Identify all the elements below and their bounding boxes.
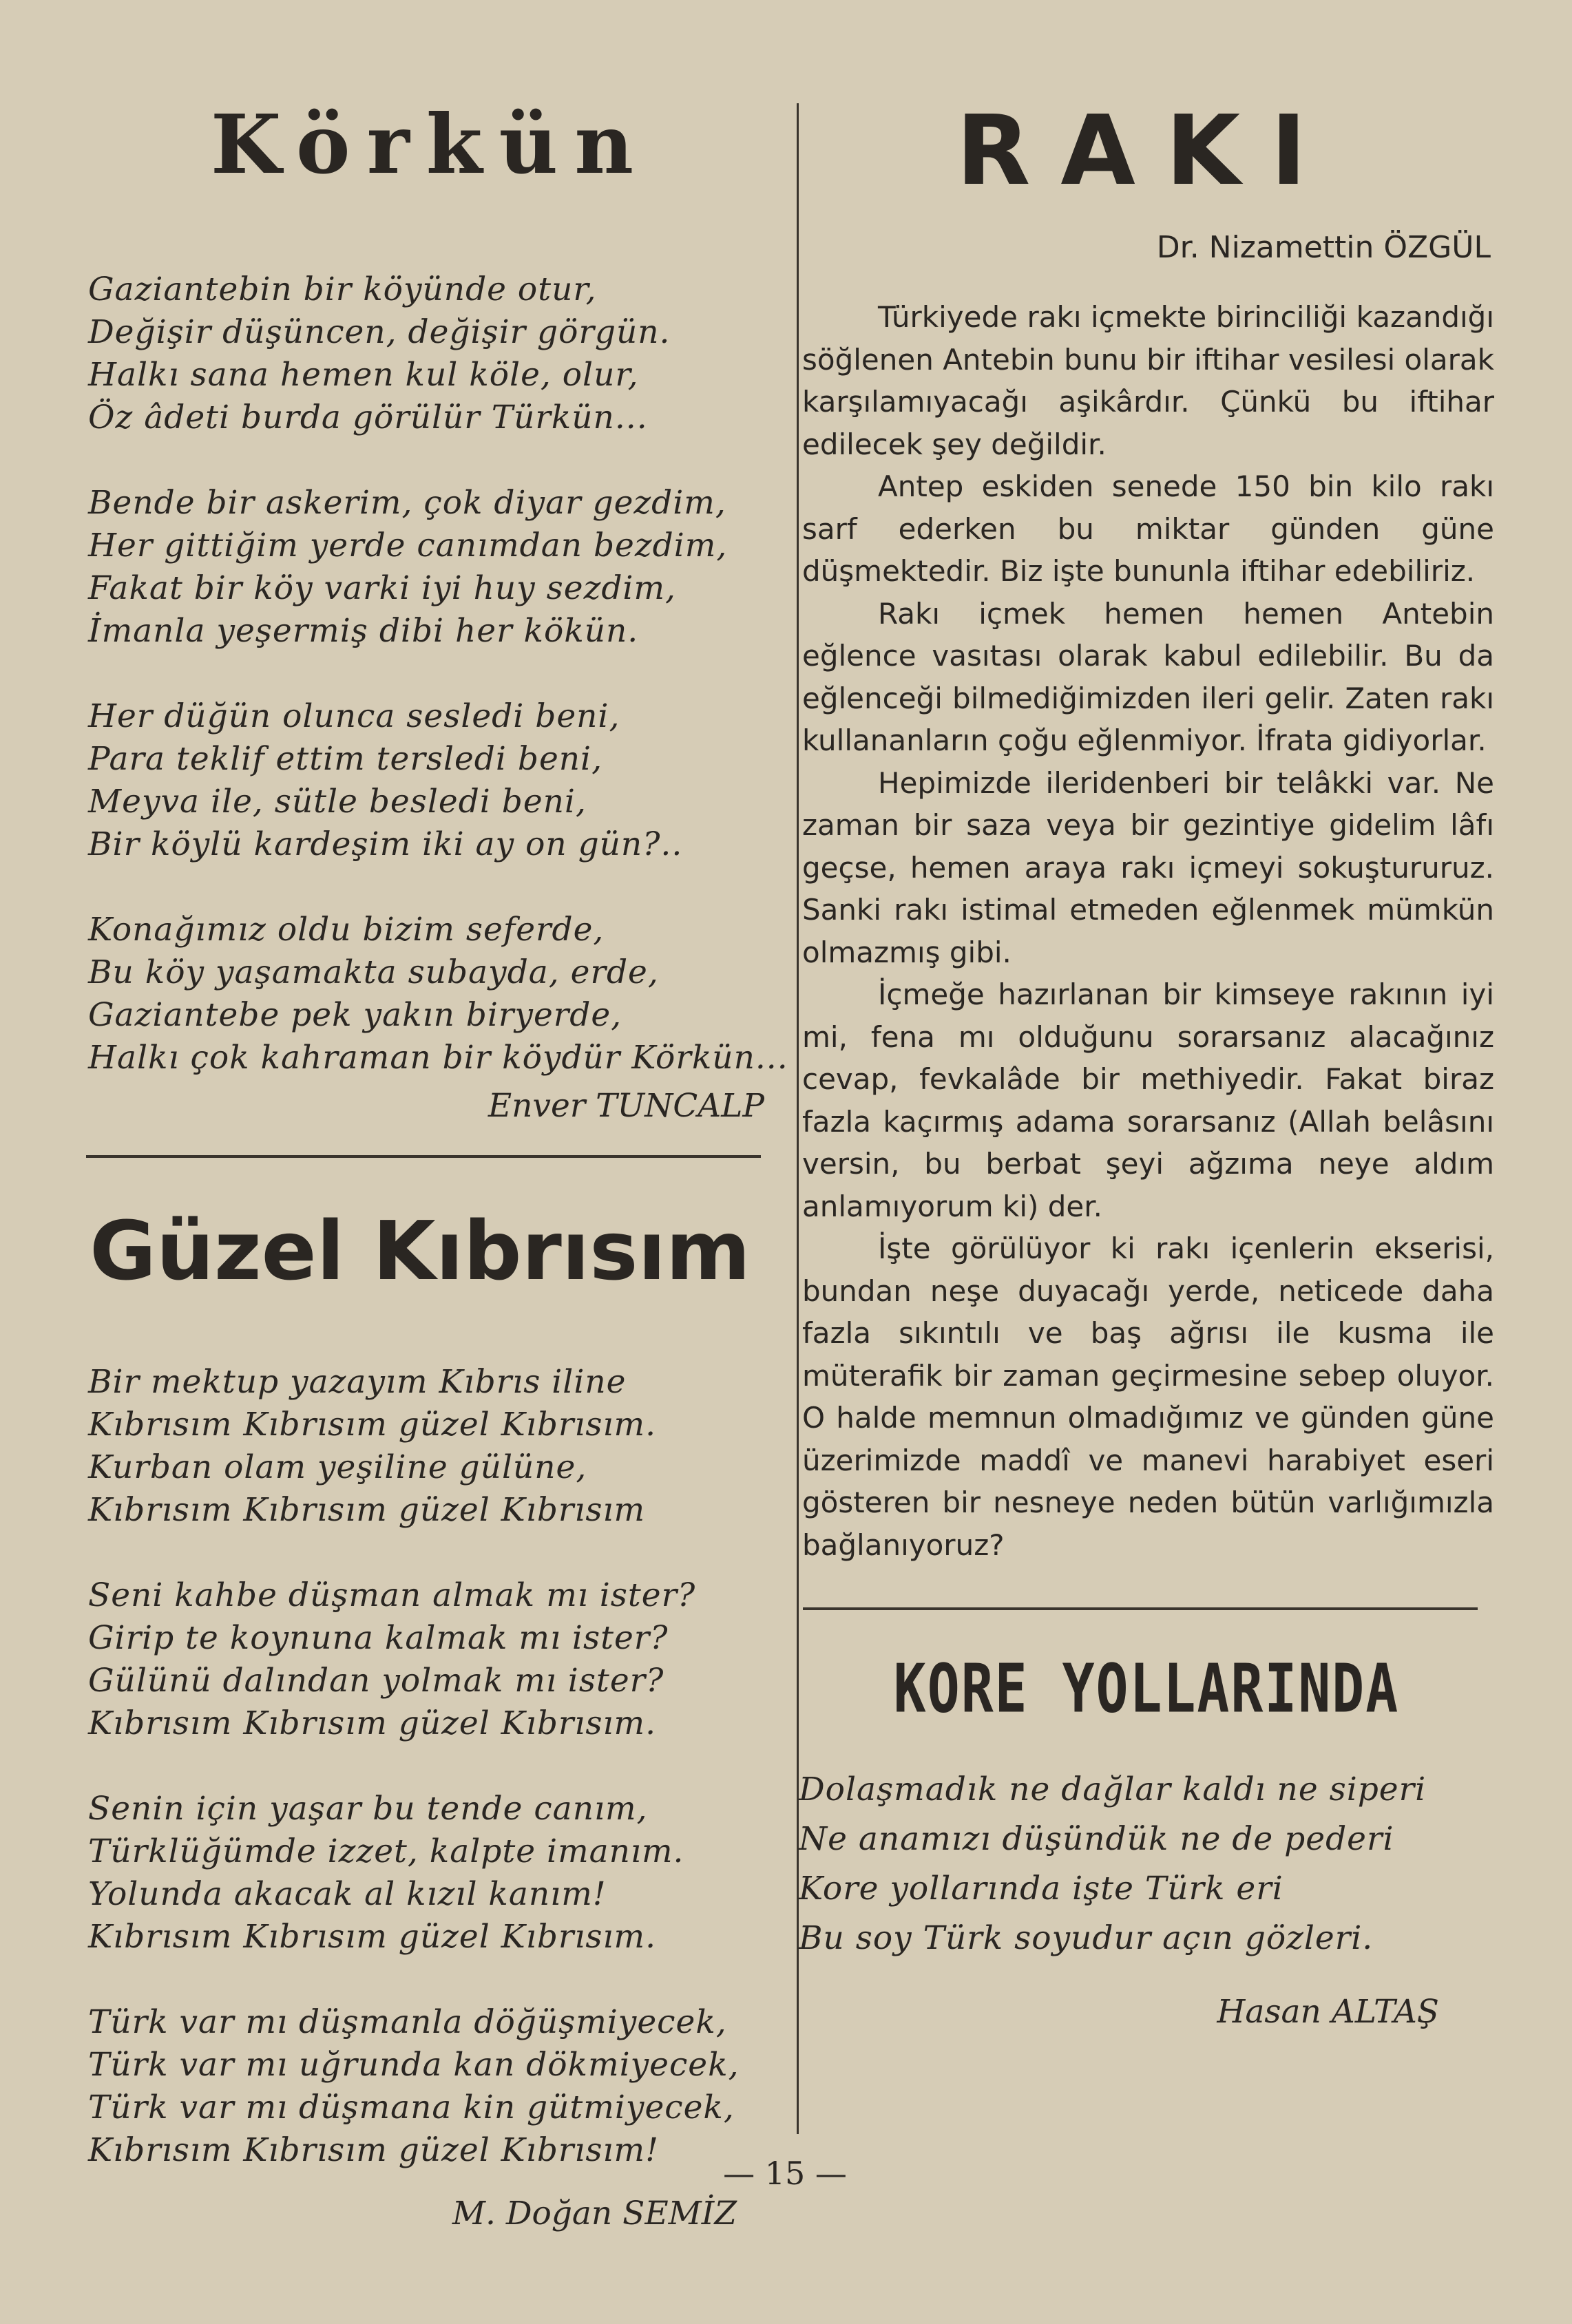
poem-line: Türk var mı uğrunda kan dökmiyecek, xyxy=(88,2046,740,2084)
right-column xyxy=(799,96,1494,2034)
stanza xyxy=(88,1361,764,1532)
poem-line: Her düğün olunca sesledi beni, xyxy=(88,697,620,735)
poem-line: İmanla yeşermiş dibi her kökün. xyxy=(88,612,639,650)
poem-author: Hasan ALTAŞ xyxy=(1217,1993,1439,2031)
poem-korkun xyxy=(88,268,788,1128)
poem-line: Kıbrısım Kıbrısım güzel Kıbrısım. xyxy=(88,1918,657,1956)
poem-guzel-kibrisim xyxy=(88,1361,764,2235)
poem-line: Kıbrısım Kıbrısım güzel Kıbrısım xyxy=(88,1491,646,1529)
poem-title-guzel-kibrisim: Güzel Kıbrısım xyxy=(90,1203,751,1298)
poem-line: Bende bir askerim, çok diyar gezdim, xyxy=(88,484,726,522)
poem-line: Kıbrısım Kıbrısım güzel Kıbrısım. xyxy=(88,1406,657,1444)
stanza xyxy=(799,1765,1494,1963)
article-paragraph: Türkiyede rakı içmekte birinciliği kazandığı söğlenen Antebin bunu bir iftihar vesilesi olarak karşılamıyacağı aşikârdır. Çünkü bu iftihar edilecek şey değildir. xyxy=(802,300,1494,461)
article-byline: Dr. Nizamettin ÖZGÜL xyxy=(1156,230,1491,265)
stanza xyxy=(88,695,764,866)
poem-line: Değişir düşüncen, değişir görgün. xyxy=(88,313,671,351)
article-paragraph: İşte görülüyor ki rakı içenlerin ekserisi, bundan neşe duyacağı yerde, neticede daha fazla sıkıntılı ve baş ağrısı ile kusma ile müterafik bir zaman geçirmesine sebep oluyor. O halde memnun olmadığımız ve günden güne üzerimizde maddî ve manevi harabiyet eseri gösteren bir nesneye neden bütün varlığımızla bağlanıyoruz? xyxy=(802,1232,1494,1562)
stanza xyxy=(88,909,788,1079)
poem-title-korkun: Körkün xyxy=(210,96,651,192)
stanza xyxy=(88,482,764,653)
poem-line: Yolunda akacak al kızıl kanım! xyxy=(88,1875,607,1913)
poem-line: Kurban olam yeşiline gülüne, xyxy=(88,1448,587,1486)
poem-kore-yollarinda xyxy=(799,1765,1494,2034)
poem-line: Halkı sana hemen kul köle, olur, xyxy=(88,356,639,394)
poem-line: Fakat bir köy varki iyi huy sezdim, xyxy=(88,569,676,607)
poem-line: Girip te koynuna kalmak mı ister? xyxy=(88,1619,669,1657)
poem-line: Bu köy yaşamakta subayda, erde, xyxy=(88,953,659,991)
article-paragraph: Rakı içmek hemen hemen Antebin eğlence vasıtası olarak kabul edilebilir. Bu da eğlenceği bilmediğimizden ileri gelir. Zaten rakı kullananların çoğu eğlenmiyor. İfrata gidiyorlar. xyxy=(802,596,1494,757)
stanza xyxy=(88,268,764,439)
poem-line: Her gittiğim yerde canımdan bezdim, xyxy=(88,527,728,564)
poem-line: Dolaşmadık ne dağlar kaldı ne siperi xyxy=(799,1771,1427,1808)
section-divider xyxy=(803,1607,1478,1610)
poem-line: Gaziantebe pek yakın biryerde, xyxy=(88,996,622,1034)
article-title-raki: RAKI xyxy=(956,95,1337,207)
poem-line: Ne anamızı düşündük ne de pederi xyxy=(799,1820,1394,1858)
poem-line: Kore yollarında işte Türk eri xyxy=(799,1870,1283,1908)
stanza xyxy=(88,1574,764,1745)
poem-line: Para teklif ettim tersledi beni, xyxy=(88,740,603,778)
poem-line: Bir mektup yazayım Kıbrıs iline xyxy=(88,1363,627,1401)
poem-line: Türk var mı düşmana kin gütmiyecek, xyxy=(88,2089,735,2126)
poem-line: Kıbrısım Kıbrısım güzel Kıbrısım. xyxy=(88,1704,657,1742)
poem-line: Kıbrısım Kıbrısım güzel Kıbrısım! xyxy=(88,2131,660,2169)
poem-title-kore-yollarinda: KORE YOLLARINDA xyxy=(893,1650,1400,1729)
poem-line: Seni kahbe düşman almak mı ister? xyxy=(88,1576,696,1614)
poem-line: Gülünü dalından yolmak mı ister? xyxy=(88,1662,664,1700)
article-paragraph: Antep eskiden senede 150 bin kilo rakı sarf ederken bu miktar günden güne düşmektedir. Biz işte bununla iftihar edebiliriz. xyxy=(802,469,1494,588)
poem-line: Meyva ile, sütle besledi beni, xyxy=(88,783,587,821)
stanza xyxy=(88,1788,764,1958)
poem-line: Türklüğümde izzet, kalpte imanım. xyxy=(88,1832,684,1870)
poem-line: Türk var mı düşmanla döğüşmiyecek, xyxy=(88,2003,727,2041)
poem-line: Bir köylü kardeşim iki ay on gün?.. xyxy=(88,825,683,863)
poem-line: Halkı çok kahraman bir köydür Körkün... xyxy=(88,1039,788,1077)
poem-line: Öz âdeti burda görülür Türkün... xyxy=(88,399,648,436)
section-divider xyxy=(86,1155,761,1158)
poem-author: M. Doğan SEMİZ xyxy=(452,2195,737,2232)
poem-line: Bu soy Türk soyudur açın gözleri. xyxy=(799,1919,1374,1957)
poem-line: Gaziantebin bir köyünde otur, xyxy=(88,271,597,308)
poem-line: Konağımız oldu bizim seferde, xyxy=(88,911,605,949)
article-paragraph: Hepimizde ileridenberi bir telâkki var. Ne zaman bir saza veya bir gezintiye gidelim lâfı geçse, hemen araya rakı içmeyi sokuştururuz. Sanki rakı istimal etmeden eğlenmek mümkün olmazmış gibi. xyxy=(802,765,1494,969)
article-paragraph: İçmeğe hazırlanan bir kimseye rakının iyi mi, fena mı olduğunu sorarsanız alacağınız cevap, fevkalâde bir methiyedir. Fakat biraz fazla kaçırmış adama sorarsanız (Allah belâsını versin, bu berbat şeyi ağzıma neye aldım anlamıyorum ki) der. xyxy=(802,978,1494,1223)
poem-line: Senin için yaşar bu tende canım, xyxy=(88,1790,648,1828)
poem-author: Enver TUNCALP xyxy=(488,1087,764,1125)
article-body xyxy=(799,296,1494,1566)
stanza xyxy=(88,2001,764,2172)
page-number: — 15 — xyxy=(723,2155,847,2192)
